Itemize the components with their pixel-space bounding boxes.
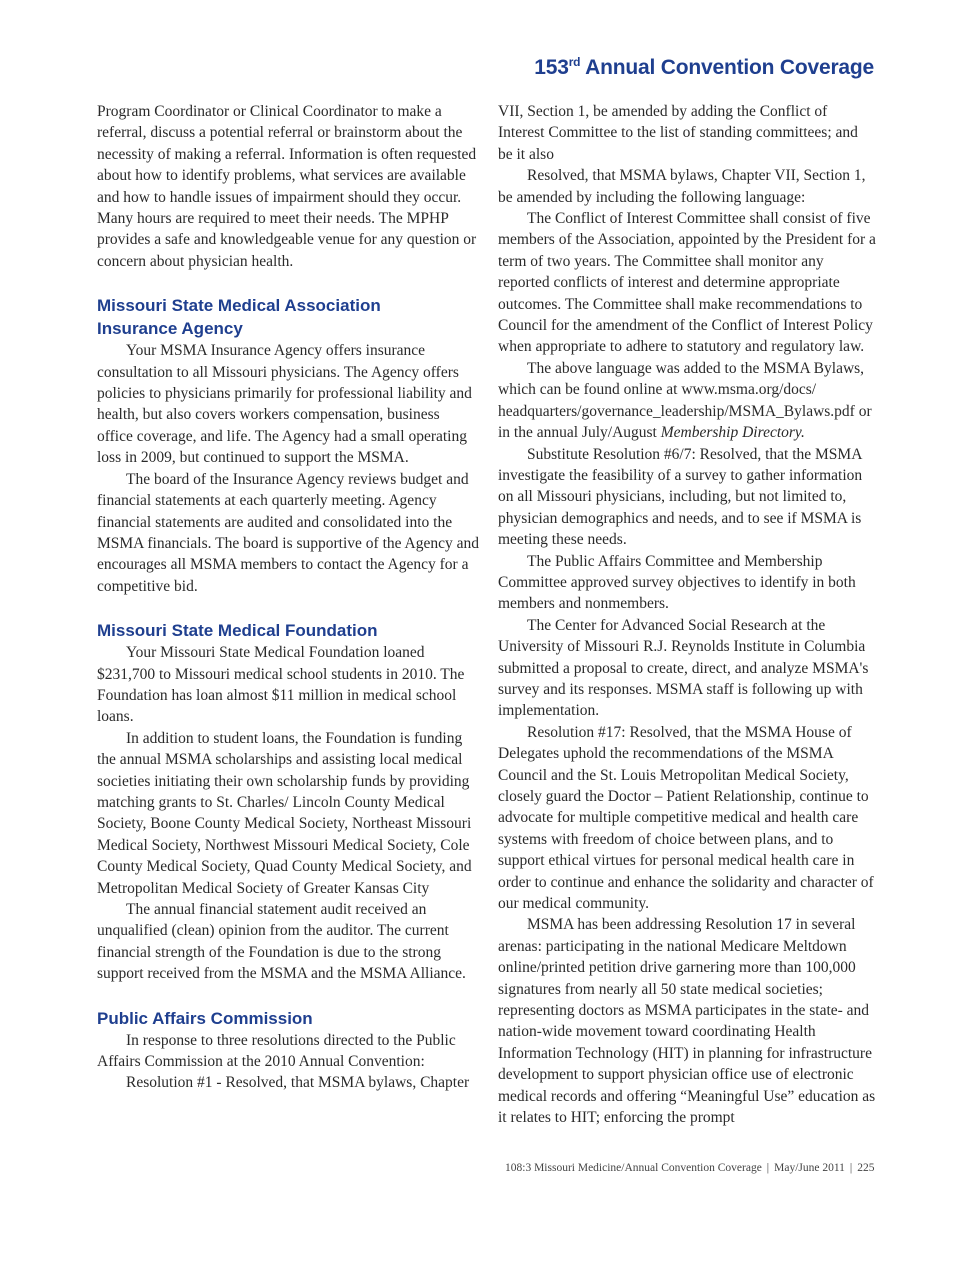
footer-issue: 108:3 Missouri Medicine/Annual Convention Coverage (505, 1162, 762, 1174)
paragraph: Resolved, that MSMA bylaws, Chapter VII, Section 1, be amended by including the following language: (498, 167, 866, 206)
paragraph: MSMA has been addressing Resolution 17 in several arenas: participating in the national Medicare Meltdown online/printed petition drive garnering more than 100,000 signatures from nearly all 50 state medical societies; representing doctors as MSMA participates in the state- and nation-wide movement toward coordinating Health Information Technology (HIT) in planning for infrastructure development to support physician office use of electronic medical records and offering “Meaningful Use” education as it relates to HIT; enforcing the prompt (498, 916, 876, 1127)
paragraph: The Public Affairs Committee and Membership Committee approved survey objectives to identify in both members and nonmembers. (498, 552, 856, 613)
page-header (534, 55, 874, 80)
paragraph-text: The above language was added to the MSMA Bylaws, which can be found online at www.msma.org/docs/ headquarters/governance_leadership/MSMA_Bylaws.pdf or in the annual July/August (498, 359, 872, 442)
paragraph: Your Missouri State Medical Foundation loaned $231,700 to Missouri medical school students in 2010. The Foundation has loan almost $11 million in medical school loans. (97, 644, 465, 726)
header-superscript: rd (568, 55, 581, 69)
paragraph: Substitute Resolution #6/7: Resolved, that the MSMA investigate the feasibility of a survey to gather information on all Missouri physicians, including, but not limited to, physician demographics and needs, and to see if MSMA is meeting these needs. (498, 445, 863, 549)
section-heading-foundation: Missouri State Medical Foundation (97, 621, 378, 641)
paragraph: In addition to student loans, the Foundation is funding the annual MSMA scholarships and assisting local medical societies initiating their own scholarship funds by providing matching grants to St. Charles/ Lincoln County Medical Society, Boone County Medical Society, Northeast Missouri Medical Society, Northwest Missouri Medical Society, Cole County Medical Society, Quad County Medical Society, and Metropolitan Medical Society of Greater Kansas City (97, 729, 472, 897)
page-number: 225 (857, 1162, 875, 1174)
section-heading-insurance (97, 294, 479, 340)
paragraph: Your MSMA Insurance Agency offers insurance consultation to all Missouri physicians. The Agency offers policies to physicians primarily for professional liability and health, but also covers workers compensation, business office coverage, and life. The Agency had a small operating loss in 2009, but continued to support the MSMA. (97, 342, 472, 467)
header-number: 153 (534, 56, 569, 79)
right-column (498, 101, 876, 1129)
footer-separator: | (849, 1162, 853, 1174)
paragraph: Program Coordinator or Clinical Coordinator to make a referral, discuss a potential referral or brainstorm about the necessity of making a referral. Information is often requested about how to identify problems, what services are available and how to handle issues of impairment should they occur. Many hours are required to meet their needs. The MPHP provides a safe and knowledgeable venue for any question or concern about physician health. (97, 103, 477, 270)
paragraph: In response to three resolutions directed to the Public Affairs Commission at the 2010 Annual Convention: (97, 1031, 456, 1071)
footer-date: May/June 2011 (774, 1162, 845, 1174)
footer-separator: | (766, 1162, 770, 1174)
paragraph: The annual financial statement audit received an unqualified (clean) opinion from the auditor. The current financial strength of the Foundation is due to the strong support received from the MSMA and the MSMA Alliance. (97, 901, 466, 983)
page-footer (505, 1162, 874, 1174)
paragraph (498, 358, 876, 444)
directory-title: Membership Directory. (660, 424, 805, 442)
paragraph: The Center for Advanced Social Research at the University of Missouri R.J. Reynolds Institute in Columbia submitted a proposal to create, direct, and analyze MSMA's survey and its responses. MSMA staff is following up with implementation. (498, 616, 869, 720)
paragraph: Resolution #1 - Resolved, that MSMA bylaws, Chapter (126, 1074, 470, 1092)
paragraph: Resolution #17: Resolved, that the MSMA House of Delegates uphold the recommendations of the MSMA Council and the St. Louis Metropolitan Medical Society, closely guard the Doctor – Patient Relationship, continue to advocate for multiple competitive medical and health care systems with freedom of choice between plans, and to support ethical virtues for personal medical health care in order to continue and enhance the solidarity and character of our medical community. (498, 723, 874, 913)
heading-line: Missouri State Medical Association (97, 296, 381, 316)
left-column (97, 101, 479, 1094)
heading-line: Insurance Agency (97, 319, 243, 339)
paragraph: The board of the Insurance Agency reviews budget and financial statements at each quarterly meeting. Agency financial statements are audited and consolidated into the MSMA financials. The board is supportive of the Agency and encourages all MSMA members to contact the Agency for a competitive bid. (97, 470, 479, 595)
header-title: Annual Convention Coverage (580, 56, 874, 79)
paragraph: VII, Section 1, be amended by adding the Conflict of Interest Committee to the list of standing committees; and be it also (498, 103, 858, 163)
section-heading-public-affairs: Public Affairs Commission (97, 1008, 313, 1028)
paragraph: The Conflict of Interest Committee shall consist of five members of the Association, appointed by the President for a term of two years. The Committee shall monitor any reported conflicts of interest and determine appropriate outcomes. The Committee shall make recommendations to Council for the amendment of the Conflict of Interest Policy when appropriate to adhere to statutory and regulatory law. (498, 210, 876, 356)
